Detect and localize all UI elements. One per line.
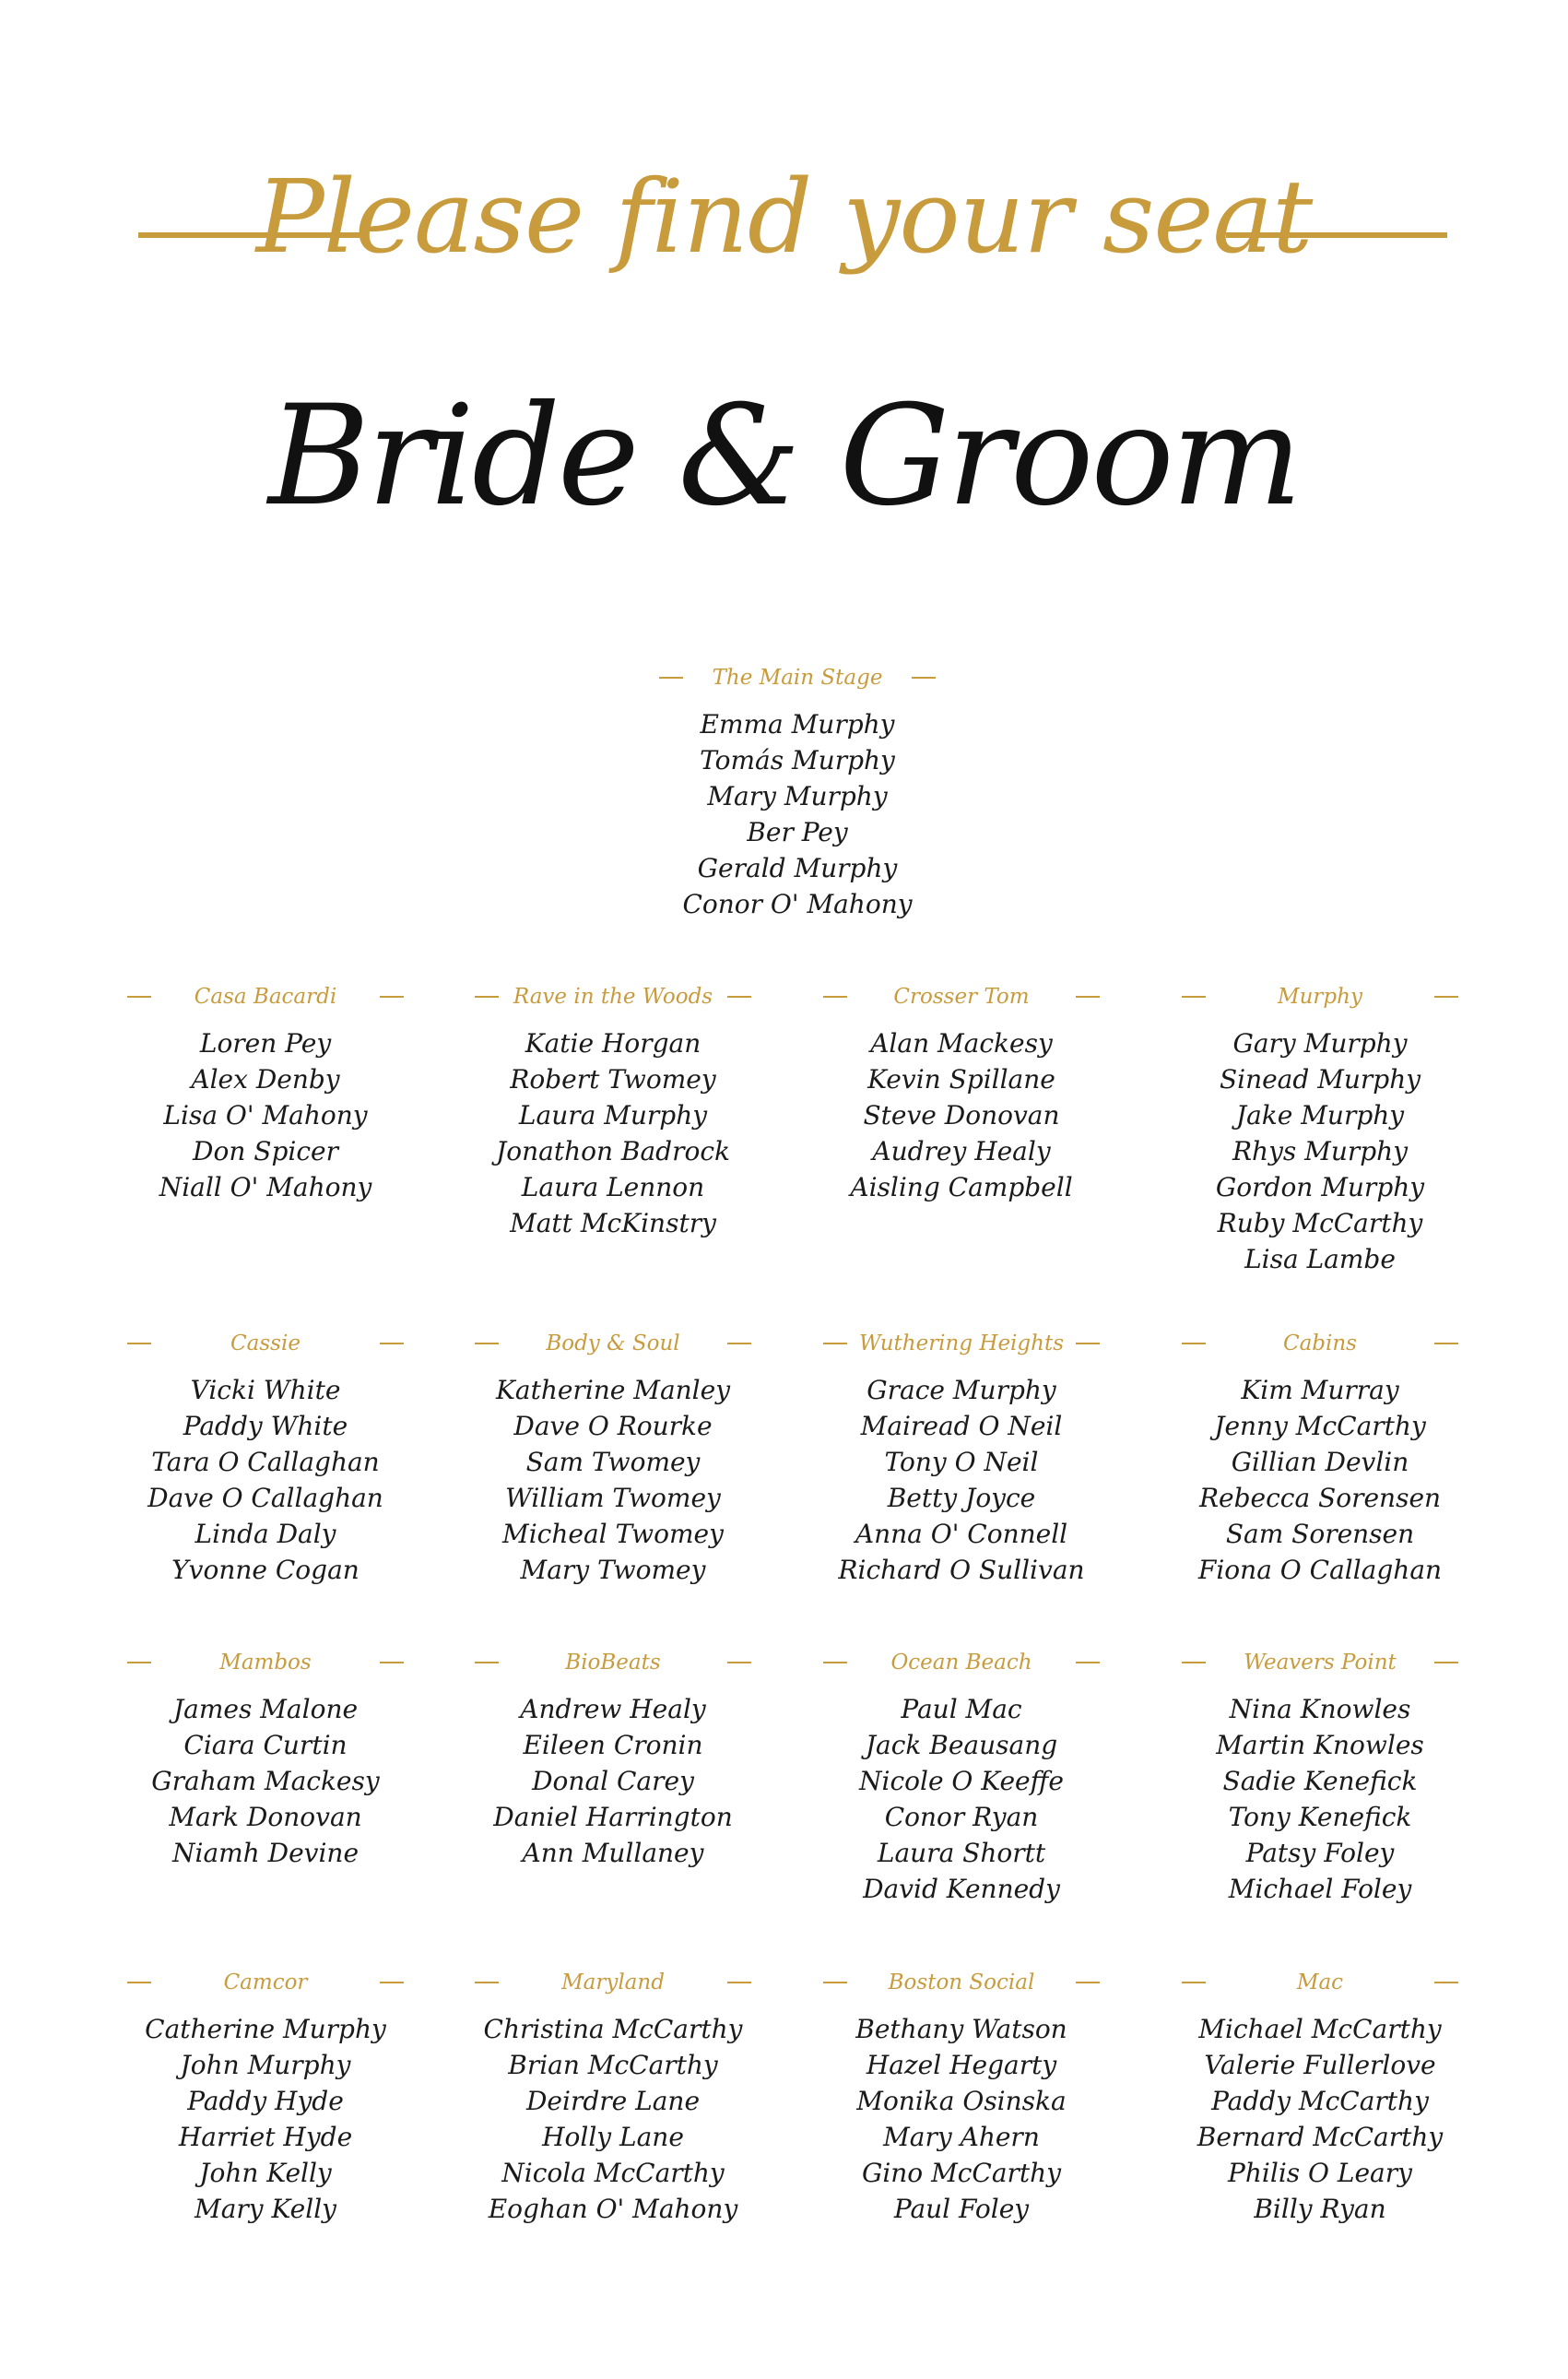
guest-name: Lisa Lambe [1244, 1244, 1396, 1274]
guest-name: Bernard McCarthy [1197, 2122, 1444, 2152]
guest-name: Tony O Neil [884, 1447, 1039, 1477]
table-header [127, 1967, 404, 1998]
guest-name: Kevin Spillane [867, 1064, 1055, 1095]
guest-name: Niamh Devine [171, 1838, 360, 1868]
table-card [475, 1967, 751, 2227]
guest-name: Daniel Harrington [493, 1802, 733, 1832]
guest-name: Graham Mackesy [151, 1766, 380, 1796]
guest-name: Gillian Devlin [1231, 1447, 1409, 1477]
guest-name: Grace Murphy [867, 1375, 1056, 1405]
table-name: Crosser Tom [893, 985, 1030, 1009]
table-card [823, 1647, 1100, 1907]
dash-left [659, 677, 683, 679]
guest-name: Christina McCarthy [483, 2014, 743, 2044]
dash-left [475, 1662, 499, 1663]
table-card [1182, 1647, 1458, 1907]
table-header [1182, 1967, 1458, 1998]
guest-name: Tomás Murphy [700, 745, 895, 775]
guest-name: Martin Knowles [1216, 1730, 1424, 1760]
guest-name: Eoghan O' Mahony [488, 2194, 738, 2224]
guest-name: Gary Murphy [1232, 1028, 1408, 1059]
guest-name: Michael McCarthy [1198, 2014, 1442, 2044]
dash-left [823, 1982, 847, 1983]
guest-name: Rhys Murphy [1232, 1136, 1409, 1166]
guest-name: Gerald Murphy [697, 853, 898, 883]
guest-name: Eileen Cronin [523, 1730, 703, 1760]
guest-list [475, 1372, 751, 1588]
table-card [127, 1647, 404, 1871]
dash-left [475, 1343, 499, 1344]
table-name: Rave in the Woods [513, 985, 713, 1009]
guest-name: Paul Foley [893, 2194, 1030, 2224]
guest-name: Anna O' Connell [855, 1519, 1068, 1549]
guest-name: Laura Murphy [518, 1100, 708, 1130]
guest-list [1182, 2011, 1458, 2227]
table-header [823, 1328, 1100, 1359]
dash-right [912, 677, 936, 679]
guest-name: Mary Murphy [707, 781, 888, 811]
guest-name: Robert Twomey [510, 1064, 716, 1095]
dash-right [727, 1982, 751, 1983]
guest-list [823, 1691, 1100, 1907]
dash-right [380, 1982, 404, 1983]
dash-right [1434, 1662, 1458, 1663]
dash-right [380, 1662, 404, 1663]
guest-name: Rebecca Sorensen [1198, 1483, 1442, 1513]
dash-right [727, 996, 751, 998]
table-header [659, 662, 936, 693]
table-card [127, 1967, 404, 2227]
dash-left [475, 996, 499, 998]
table-name: BioBeats [565, 1651, 661, 1675]
dash-right [727, 1662, 751, 1663]
table-name: Cabins [1282, 1332, 1357, 1355]
guest-name: Mary Kelly [195, 2194, 336, 2224]
guest-name: Tony Kenefick [1228, 1802, 1412, 1832]
dash-right [1076, 1982, 1100, 1983]
guest-name: Gino McCarthy [861, 2158, 1062, 2188]
guest-list [475, 1691, 751, 1871]
guest-name: Catherine Murphy [145, 2014, 386, 2044]
table-card [127, 981, 404, 1205]
table-header [127, 981, 404, 1012]
guest-name: David Kennedy [863, 1874, 1060, 1904]
guest-name: Nicole O Keeffe [859, 1766, 1064, 1796]
guest-name: Sadie Kenefick [1222, 1766, 1418, 1796]
guest-name: Vicki White [190, 1375, 341, 1405]
dash-left [127, 1982, 151, 1983]
guest-name: Ruby McCarthy [1217, 1208, 1423, 1238]
guest-name: Sam Sorensen [1225, 1519, 1415, 1549]
guest-name: Katie Horgan [525, 1028, 701, 1059]
table-card-main [659, 662, 936, 922]
dash-left [127, 996, 151, 998]
guest-name: John Kelly [199, 2158, 332, 2188]
guest-name: Don Spicer [193, 1136, 338, 1166]
dash-left [823, 1343, 847, 1344]
guest-name: Betty Joyce [887, 1483, 1036, 1513]
guest-name: Katherine Manley [495, 1375, 731, 1405]
table-header [1182, 981, 1458, 1012]
table-card [823, 1328, 1100, 1588]
guest-list [475, 2011, 751, 2227]
guest-name: Andrew Healy [520, 1694, 706, 1724]
table-name: Murphy [1278, 985, 1362, 1009]
table-card [127, 1328, 404, 1588]
guest-name: Jenny McCarthy [1214, 1411, 1426, 1441]
table-header [823, 1647, 1100, 1678]
guest-name: Ber Pey [747, 817, 848, 847]
guest-list [127, 1025, 404, 1205]
table-card [1182, 1967, 1458, 2227]
guest-name: Emma Murphy [700, 709, 895, 740]
table-name: Wuthering Heights [859, 1332, 1064, 1355]
guest-list [823, 2011, 1100, 2227]
guest-name: Monika Osinska [856, 2086, 1067, 2116]
table-name: Casa Bacardi [194, 985, 337, 1009]
guest-name: Philis O Leary [1228, 2158, 1412, 2188]
guest-name: Alex Denby [191, 1064, 340, 1095]
guest-name: Yvonne Cogan [171, 1555, 360, 1585]
table-name: Mac [1296, 1971, 1344, 1994]
guest-name: Dave O Callaghan [147, 1483, 383, 1513]
dash-right [1076, 996, 1100, 998]
table-name: Weavers Point [1244, 1651, 1397, 1675]
guest-name: Paul Mac [901, 1694, 1022, 1724]
guest-name: Jonathon Badrock [496, 1136, 730, 1166]
guest-name: Billy Ryan [1254, 2194, 1386, 2224]
dash-right [380, 1343, 404, 1344]
table-header [1182, 1647, 1458, 1678]
table-name: The Main Stage [712, 666, 883, 690]
guest-name: Sinead Murphy [1219, 1064, 1421, 1095]
table-name: Cassie [230, 1332, 301, 1355]
dash-right [1434, 996, 1458, 998]
dash-left [823, 1662, 847, 1663]
guest-name: Mark Donovan [169, 1802, 362, 1832]
guest-name: Mairead O Neil [860, 1411, 1063, 1441]
guest-name: Steve Donovan [863, 1100, 1060, 1130]
guest-name: Audrey Healy [872, 1136, 1051, 1166]
guest-name: Paddy Hyde [187, 2086, 344, 2116]
table-name: Mambos [219, 1651, 312, 1675]
guest-name: Niall O' Mahony [159, 1172, 372, 1202]
table-card [475, 1328, 751, 1588]
guest-name: Matt McKinstry [510, 1208, 716, 1238]
guest-name: Ciara Curtin [183, 1730, 348, 1760]
table-name: Camcor [223, 1971, 308, 1994]
table-header [475, 1967, 751, 1998]
guest-name: Laura Lennon [521, 1172, 705, 1202]
table-name: Ocean Beach [890, 1651, 1032, 1675]
guest-name: Mary Ahern [883, 2122, 1040, 2152]
table-header [475, 1328, 751, 1359]
table-card [823, 981, 1100, 1205]
guest-name: Deirdre Lane [525, 2086, 701, 2116]
table-header [127, 1328, 404, 1359]
table-card [823, 1967, 1100, 2227]
dash-left [1182, 1662, 1206, 1663]
dash-right [1076, 1662, 1100, 1663]
dash-left [823, 996, 847, 998]
guest-name: Conor O' Mahony [682, 889, 913, 919]
guest-name: Conor Ryan [884, 1802, 1039, 1832]
guest-name: Jake Murphy [1235, 1100, 1405, 1130]
table-header [1182, 1328, 1458, 1359]
guest-name: Paddy White [183, 1411, 348, 1441]
guest-name: Donal Carey [532, 1766, 694, 1796]
guest-list [127, 2011, 404, 2227]
guest-name: Patsy Foley [1245, 1838, 1395, 1868]
table-card [475, 1647, 751, 1871]
guest-name: Dave O Rourke [513, 1411, 713, 1441]
guest-name: Nina Knowles [1229, 1694, 1411, 1724]
guest-list [1182, 1691, 1458, 1907]
table-card [1182, 981, 1458, 1277]
table-card [1182, 1328, 1458, 1588]
dash-left [1182, 1982, 1206, 1983]
dash-left [127, 1343, 151, 1344]
guest-list [1182, 1372, 1458, 1588]
guest-name: Alan Mackesy [870, 1028, 1053, 1059]
table-name: Boston Social [888, 1971, 1035, 1994]
table-header [475, 1647, 751, 1678]
guest-list [127, 1691, 404, 1871]
guest-name: Mary Twomey [520, 1555, 706, 1585]
subtitle: Please find your seat [255, 158, 1313, 276]
guest-list [823, 1025, 1100, 1205]
guest-name: Lisa O' Mahony [163, 1100, 368, 1130]
guest-name: Bethany Watson [855, 2014, 1067, 2044]
guest-name: Richard O Sullivan [838, 1555, 1085, 1585]
guest-name: Jack Beausang [865, 1730, 1058, 1760]
table-header [823, 1967, 1100, 1998]
guest-list [659, 706, 936, 922]
dash-right [1434, 1343, 1458, 1344]
dash-left [127, 1662, 151, 1663]
guest-list [823, 1372, 1100, 1588]
guest-name: Ann Mullaney [522, 1838, 704, 1868]
guest-name: Gordon Murphy [1215, 1172, 1425, 1202]
table-header [127, 1647, 404, 1678]
guest-name: Harriet Hyde [178, 2122, 353, 2152]
guest-name: Fiona O Callaghan [1197, 1555, 1443, 1585]
guest-name: Linda Daly [195, 1519, 336, 1549]
guest-name: John Murphy [180, 2050, 351, 2080]
guest-name: James Malone [172, 1694, 359, 1724]
guest-name: Holly Lane [542, 2122, 684, 2152]
guest-name: Micheal Twomey [502, 1519, 724, 1549]
table-name: Maryland [561, 1971, 665, 1994]
dash-right [1434, 1982, 1458, 1983]
page-title: Bride & Groom [268, 376, 1300, 537]
guest-name: Loren Pey [199, 1028, 332, 1059]
guest-name: William Twomey [505, 1483, 721, 1513]
dash-right [1076, 1343, 1100, 1344]
dash-left [1182, 1343, 1206, 1344]
guest-name: Sam Twomey [525, 1447, 701, 1477]
dash-left [1182, 996, 1206, 998]
guest-name: Valerie Fullerlove [1204, 2050, 1436, 2080]
guest-list [127, 1372, 404, 1588]
guest-name: Aisling Campbell [850, 1172, 1073, 1202]
guest-name: Laura Shortt [877, 1838, 1046, 1868]
table-name: Body & Soul [546, 1332, 680, 1355]
dash-right [727, 1343, 751, 1344]
guest-name: Michael Foley [1228, 1874, 1412, 1904]
guest-list [1182, 1025, 1458, 1277]
table-header [475, 981, 751, 1012]
table-card [475, 981, 751, 1241]
guest-name: Tara O Callaghan [151, 1447, 380, 1477]
guest-name: Hazel Hegarty [866, 2050, 1057, 2080]
dash-right [380, 996, 404, 998]
table-header [823, 981, 1100, 1012]
guest-name: Paddy McCarthy [1211, 2086, 1429, 2116]
guest-name: Kim Murray [1241, 1375, 1399, 1405]
dash-left [475, 1982, 499, 1983]
guest-list [475, 1025, 751, 1241]
guest-name: Nicola McCarthy [501, 2158, 725, 2188]
guest-name: Brian McCarthy [508, 2050, 718, 2080]
